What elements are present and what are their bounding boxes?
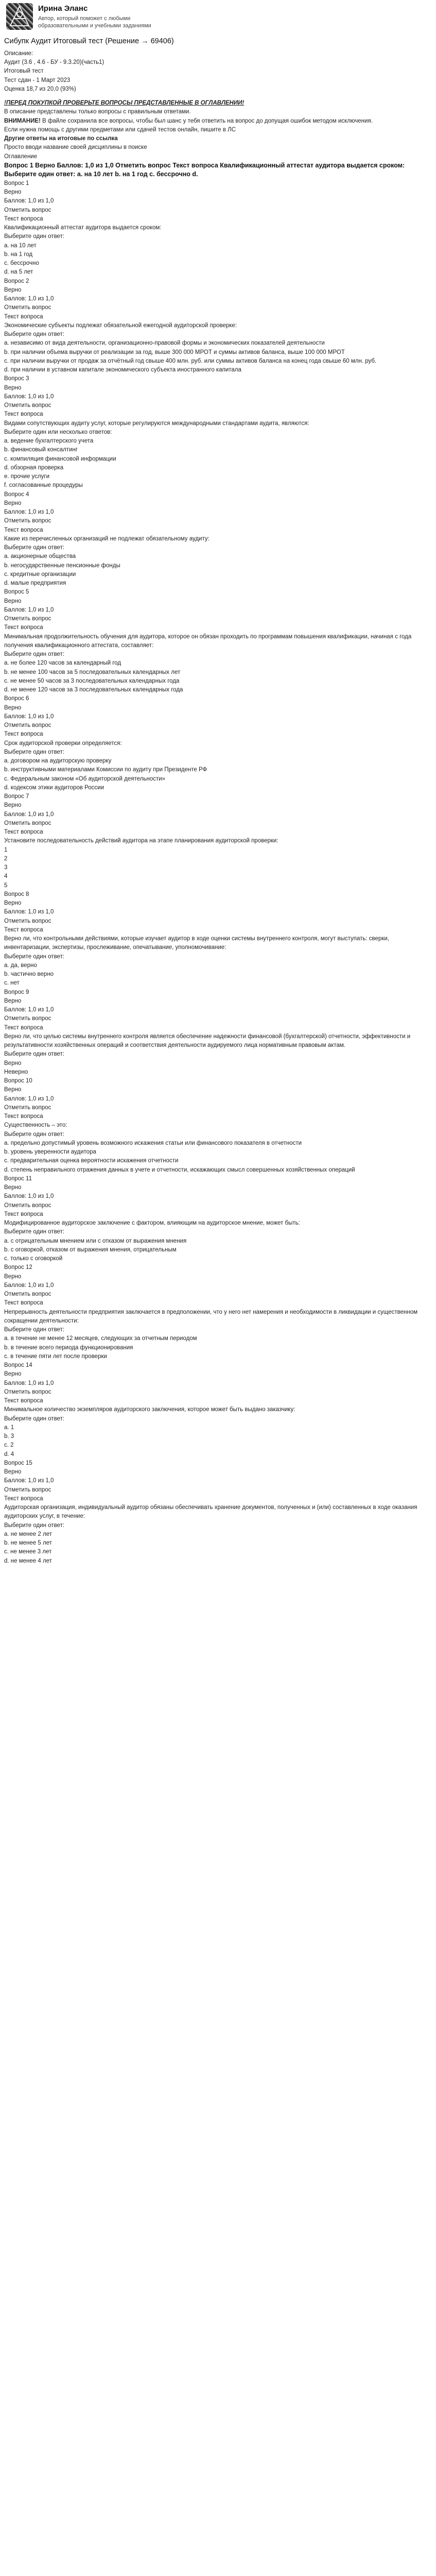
- answer-option: a. акционерные общества: [4, 553, 76, 560]
- question-score: Баллов: 1,0 из 1,0: [4, 1007, 54, 1013]
- flag-question-link[interactable]: Отметить вопрос: [4, 1202, 51, 1209]
- question-score: Баллов: 1,0 из 1,0: [4, 1095, 54, 1102]
- answer-option: d. на 5 лет: [4, 269, 33, 276]
- answer-option: b. уровень уверенности аудитора: [4, 1149, 96, 1156]
- question-prompt: Аудиторская организация, индивидуальный аудитор обязаны обеспечивать хранение документов, полученных и (или) составленных в ходе оказания аудиторских услуг, в течение:: [4, 1504, 417, 1520]
- question-text-label: Текст вопроса: [4, 527, 43, 533]
- answer-option: b. финансовый консалтинг: [4, 447, 78, 453]
- question-score: Баллов: 1,0 из 1,0: [4, 909, 54, 916]
- question-number: Вопрос 2: [4, 278, 29, 284]
- question-number: Вопрос 14: [4, 1362, 32, 1369]
- question-block: [4, 179, 432, 277]
- answer-option: d. не менее 4 лет: [4, 1557, 52, 1564]
- answer-option: c. бессрочно: [4, 260, 39, 267]
- answer-option: c. предварительная оценка вероятности искажения отчетности: [4, 1158, 179, 1164]
- answer-option: b. инструктивными материалами Комиссии по аудиту при Президенте РФ: [4, 767, 207, 773]
- other-tests-link[interactable]: Другие ответы на итоговые по ссылка: [4, 135, 118, 142]
- questions-list: [4, 179, 432, 1566]
- flag-question-link[interactable]: Отметить вопрос: [4, 616, 51, 622]
- answer-option: c. только с оговоркой: [4, 1256, 63, 1262]
- question-status: Верно: [4, 997, 22, 1004]
- only-correct-note: В описание представлены только вопросы с правильным ответами.: [4, 109, 191, 115]
- answer-option: a. 1: [4, 1424, 14, 1431]
- question-block: [4, 490, 432, 588]
- question-prompt: Верно ли, что целью системы внутреннего контроля является обеспечение надежности финансовой (бухгалтерской) отчетности, эффективности и результативности хозяйственных операций и соответствия деятельности аудируемого лица нормативным правовым актам.: [4, 1033, 411, 1049]
- author-card: [4, 0, 432, 34]
- answer-option: b. частично верно: [4, 971, 54, 978]
- answer-option: 3: [4, 865, 8, 871]
- answer-option: a. с отрицательным мнением или с отказом от выражения мнения: [4, 1238, 187, 1244]
- answer-option: b. негосударственные пенсионные фонды: [4, 562, 120, 569]
- question-status: Верно: [4, 1371, 22, 1378]
- answer-instruction: Выберите один ответ:: [4, 749, 65, 755]
- question-text-label: Текст вопроса: [4, 1211, 43, 1217]
- answer-option: a. предельно допустимый уровень возможного искажения статьи или финансового показателя в отчетности: [4, 1140, 302, 1146]
- attention-text: В файле сохранила все вопросы, чтобы был шанс у тебя ответить на вопрос до допущая ошибок методом исключения.: [40, 117, 373, 124]
- intro-block: Вопрос 1 Верно Баллов: 1,0 из 1,0 Отметить вопрос Текст вопроса Квалификационный аттестат аудитора выдается сроком: Выберите один ответ: а. на 10 лет b. на 1 год c. бессрочно d.: [4, 161, 405, 178]
- question-status: Верно: [4, 704, 22, 711]
- answer-option: b. на 1 год: [4, 251, 33, 258]
- flag-question-link[interactable]: Отметить вопрос: [4, 1486, 51, 1493]
- question-prompt: Видами сопутствующих аудиту услуг, которые регулируются международными стандартами аудита, являются:: [4, 420, 309, 427]
- answer-option: d. 4: [4, 1451, 14, 1458]
- answer-instruction: Выберите один ответ:: [4, 1131, 65, 1138]
- question-text-label: Текст вопроса: [4, 313, 43, 320]
- answer-option: b. не менее 100 часов за 5 последовательных календарных лет: [4, 669, 181, 675]
- question-number: Вопрос 9: [4, 989, 29, 995]
- question-block: [4, 890, 432, 988]
- flag-question-link[interactable]: Отметить вопрос: [4, 1388, 51, 1395]
- author-name[interactable]: Ирина Эланс: [38, 4, 88, 13]
- header-line: Оценка 18,7 из 20,0 (93%): [4, 86, 76, 92]
- answer-option: a. ведение бухгалтерского учета: [4, 438, 94, 445]
- answer-option: a. не более 120 часов за календарный год: [4, 660, 121, 667]
- question-block: [4, 277, 432, 375]
- answer-option: 2: [4, 855, 8, 862]
- answer-option: a. на 10 лет: [4, 242, 37, 249]
- answer-option: c. не менее 50 часов за 3 последовательных календарных года: [4, 677, 180, 684]
- answer-option: 1: [4, 846, 8, 853]
- author-avatar[interactable]: [6, 3, 33, 30]
- question-block: [4, 1175, 432, 1264]
- avatar-icon: [6, 3, 33, 30]
- header-line: Описание:: [4, 50, 33, 57]
- warning-note: !ПЕРЕД ПОКУПКОЙ ПРОВЕРЬТЕ ВОПРОСЫ ПРЕДСТАВЛЕННЫЕ В ОГЛАВЛЕНИИ!: [4, 100, 245, 107]
- question-score: Баллов: 1,0 из 1,0: [4, 198, 54, 205]
- answer-option: c. в течение пяти лет после проверки: [4, 1353, 107, 1360]
- question-prompt: Минимальное количество экземпляров аудиторского заключения, которое может быть выдано заказчику:: [4, 1406, 295, 1413]
- answer-option: c. компиляция финансовой информации: [4, 455, 116, 462]
- answer-option: d. степень неправильного отражения данных в учете и отчетности, искажающих смысл совершенных хозяйственных операций: [4, 1166, 355, 1173]
- attention-note: [4, 117, 432, 126]
- question-prompt: Установите последовательность действий аудитора на этапе планирования аудиторской проверки:: [4, 838, 278, 844]
- question-score: Баллов: 1,0 из 1,0: [4, 713, 54, 720]
- answer-option: b. с оговоркой, отказом от выражения мнения, отрицательным: [4, 1246, 177, 1253]
- question-number: Вопрос 10: [4, 1078, 32, 1084]
- answer-instruction: Выберите один ответ:: [4, 1522, 65, 1529]
- author-bio: Автор, который поможет с любыми образовательными и учебными заданиями: [38, 15, 151, 29]
- question-text-label: Текст вопроса: [4, 624, 43, 631]
- answer-option: c. нет: [4, 980, 20, 987]
- question-score: Баллов: 1,0 из 1,0: [4, 1282, 54, 1289]
- question-status: Верно: [4, 286, 22, 293]
- answer-instruction: Выберите один ответ:: [4, 953, 65, 960]
- question-number: Вопрос 1: [4, 180, 29, 187]
- answer-option: 5: [4, 882, 8, 889]
- answer-option: b. 3: [4, 1433, 14, 1440]
- answer-option: c. 2: [4, 1442, 14, 1449]
- help-note: Если нужна помощь с другими предметами или сдачей тестов онлайн, пишите в ЛС: [4, 126, 236, 133]
- flag-question-link[interactable]: Отметить вопрос: [4, 207, 51, 213]
- flag-question-link[interactable]: Отметить вопрос: [4, 304, 51, 311]
- question-block: [4, 988, 432, 1077]
- answer-instruction: Выберите один или несколько ответов:: [4, 429, 112, 435]
- question-text-label: Текст вопроса: [4, 829, 43, 836]
- toc-heading: Оглавление: [4, 153, 38, 160]
- question-text-label: Текст вопроса: [4, 215, 43, 222]
- question-prompt: Минимальная продолжительность обучения для аудитора, которое он обязан проходить по программам повышения квалификации, начиная с года получения квалификационного аттестата, составляет:: [4, 633, 412, 649]
- question-text-label: Текст вопроса: [4, 1300, 43, 1307]
- flag-question-link[interactable]: Отметить вопрос: [4, 918, 51, 924]
- flag-question-link[interactable]: Отметить вопрос: [4, 518, 51, 524]
- answer-option: 4: [4, 873, 8, 880]
- answer-option: b. в течение всего периода функционирования: [4, 1344, 133, 1351]
- question-score: Баллов: 1,0 из 1,0: [4, 606, 54, 613]
- question-score: Баллов: 1,0 из 1,0: [4, 393, 54, 400]
- question-score: Баллов: 1,0 из 1,0: [4, 296, 54, 302]
- answer-instruction: Выберите один ответ:: [4, 1051, 65, 1058]
- question-score: Баллов: 1,0 из 1,0: [4, 811, 54, 818]
- question-number: Вопрос 11: [4, 1175, 32, 1182]
- question-number: Вопрос 3: [4, 376, 29, 382]
- question-status: Верно: [4, 384, 22, 391]
- answer-option: d. обзорная проверка: [4, 464, 64, 471]
- header-line: Аудит (3.6 , 4.6 - БУ - 9.3.20)(часть1): [4, 59, 104, 66]
- answer-option: Неверно: [4, 1069, 28, 1075]
- answer-instruction: Выберите один ответ:: [4, 545, 65, 551]
- question-score: Баллов: 1,0 из 1,0: [4, 1193, 54, 1200]
- flag-question-link[interactable]: Отметить вопрос: [4, 402, 51, 409]
- answer-instruction: Выберите один ответ:: [4, 1229, 65, 1235]
- question-status: Верно: [4, 1184, 22, 1191]
- answer-option: b. при наличии объема выручки от реализации за год, выше 300 000 МРОТ и суммы активов баланса, выше 100 000 МРОТ: [4, 349, 345, 355]
- question-number: Вопрос 6: [4, 696, 29, 702]
- question-prompt: Существенность – это:: [4, 1122, 67, 1129]
- question-block: [4, 375, 432, 490]
- answer-option: f. согласованные процедуры: [4, 482, 83, 489]
- answer-option: a. да, верно: [4, 962, 37, 969]
- answer-instruction: Выберите один ответ:: [4, 1327, 65, 1333]
- question-score: Баллов: 1,0 из 1,0: [4, 509, 54, 516]
- answer-instruction: Выберите один ответ:: [4, 331, 65, 338]
- answer-option: b. не менее 5 лет: [4, 1540, 52, 1547]
- answer-option: c. Федеральным законом «Об аудиторской деятельности»: [4, 775, 165, 782]
- question-prompt: Верно ли, что контрольными действиями, которые изучает аудитор в ходе оценки системы внутреннего контроля, могут выступать: сверки, инвентаризации, экспертизы, прослеживание, опечатывание, уполномочивание:: [4, 936, 389, 951]
- answer-option: d. кодексом этики аудиторов России: [4, 784, 104, 791]
- question-text-label: Текст вопроса: [4, 411, 43, 418]
- question-number: Вопрос 8: [4, 891, 29, 897]
- answer-option: a. независимо от вида деятельности, организационно-правовой формы и экономических показателей деятельности: [4, 340, 325, 347]
- question-block: [4, 792, 432, 890]
- question-status: Верно: [4, 1273, 22, 1280]
- question-status: Верно: [4, 1469, 22, 1476]
- question-text-label: Текст вопроса: [4, 926, 43, 933]
- question-text-label: Текст вопроса: [4, 1495, 43, 1502]
- answer-option: d. малые предприятия: [4, 580, 66, 587]
- answer-option: a. не менее 2 лет: [4, 1531, 52, 1537]
- document-title: Сибупк Аудит Итоговый тест (Решение → 69406): [4, 37, 174, 46]
- question-prompt: Какие из перечисленных организаций не подлежат обязательному аудиту:: [4, 535, 210, 542]
- question-prompt: Квалификационный аттестат аудитора выдается сроком:: [4, 225, 162, 231]
- header-lines: [4, 49, 432, 94]
- search-hint: Просто вводи название своей дисциплины в поиске: [4, 144, 147, 151]
- answer-option: a. договором на аудиторскую проверку: [4, 758, 112, 765]
- flag-question-link[interactable]: Отметить вопрос: [4, 1015, 51, 1022]
- question-block: [4, 1459, 432, 1566]
- question-status: Верно: [4, 900, 22, 907]
- question-text-label: Текст вопроса: [4, 731, 43, 738]
- flag-question-link[interactable]: Отметить вопрос: [4, 722, 51, 729]
- question-score: Баллов: 1,0 из 1,0: [4, 1478, 54, 1484]
- answer-instruction: Выберите один ответ:: [4, 651, 65, 658]
- answer-option: c. кредитные организации: [4, 571, 76, 578]
- question-block: [4, 1263, 432, 1361]
- header-line: Итоговый тест: [4, 68, 44, 75]
- question-score: Баллов: 1,0 из 1,0: [4, 1380, 54, 1386]
- answer-instruction: Выберите один ответ:: [4, 1415, 65, 1422]
- attention-label: ВНИМАНИЕ!: [4, 117, 41, 124]
- question-number: Вопрос 12: [4, 1264, 32, 1271]
- question-text-label: Текст вопроса: [4, 1113, 43, 1120]
- answer-option: c. при наличии выручки от продаж за отчётный год свыше 400 млн. руб. или суммы активов баланса на конец года свыше 60 млн. руб.: [4, 358, 377, 364]
- question-status: Верно: [4, 1087, 22, 1093]
- question-block: [4, 1077, 432, 1175]
- answer-option: d. не менее 120 часов за 3 последовательных календарных года: [4, 687, 183, 693]
- question-text-label: Текст вопроса: [4, 1398, 43, 1404]
- question-number: Вопрос 7: [4, 793, 29, 800]
- question-prompt: Модифицированное аудиторское заключение с фактором, влияющим на аудиторское мнение, может быть:: [4, 1220, 300, 1227]
- question-prompt: Непрерывность деятельности предприятия заключается в предположении, что у него нет намерения и необходимости в ликвидации и существенном сокращении деятельности:: [4, 1309, 418, 1324]
- answer-option: c. не менее 3 лет: [4, 1549, 52, 1555]
- question-prompt: Экономические субъекты подлежат обязательной ежегодной аудиторской проверке:: [4, 322, 237, 329]
- answer-option: a. в течение не менее 12 месяцев, следующих за отчетным периодом: [4, 1335, 197, 1342]
- question-number: Вопрос 4: [4, 491, 29, 498]
- flag-question-link[interactable]: Отметить вопрос: [4, 820, 51, 826]
- answer-option: e. прочие услуги: [4, 473, 50, 480]
- answer-option: d. при наличии в уставном капитале экономического субъекта иностранного капитала: [4, 367, 241, 374]
- answer-instruction: Выберите один ответ:: [4, 233, 65, 240]
- question-block: [4, 1361, 432, 1459]
- question-block: [4, 694, 432, 792]
- question-status: Верно: [4, 598, 22, 604]
- question-status: Верно: [4, 802, 22, 809]
- question-prompt: Срок аудиторской проверки определяется:: [4, 740, 122, 747]
- question-number: Вопрос 5: [4, 589, 29, 596]
- question-block: [4, 588, 432, 694]
- question-number: Вопрос 15: [4, 1460, 32, 1466]
- header-line: Тест сдан - 1 Март 2023: [4, 77, 71, 83]
- question-text-label: Текст вопроса: [4, 1024, 43, 1031]
- flag-question-link[interactable]: Отметить вопрос: [4, 1104, 51, 1111]
- question-status: Верно: [4, 500, 22, 506]
- question-status: Верно: [4, 189, 22, 196]
- flag-question-link[interactable]: Отметить вопрос: [4, 1291, 51, 1298]
- answer-option: Верно: [4, 1060, 22, 1066]
